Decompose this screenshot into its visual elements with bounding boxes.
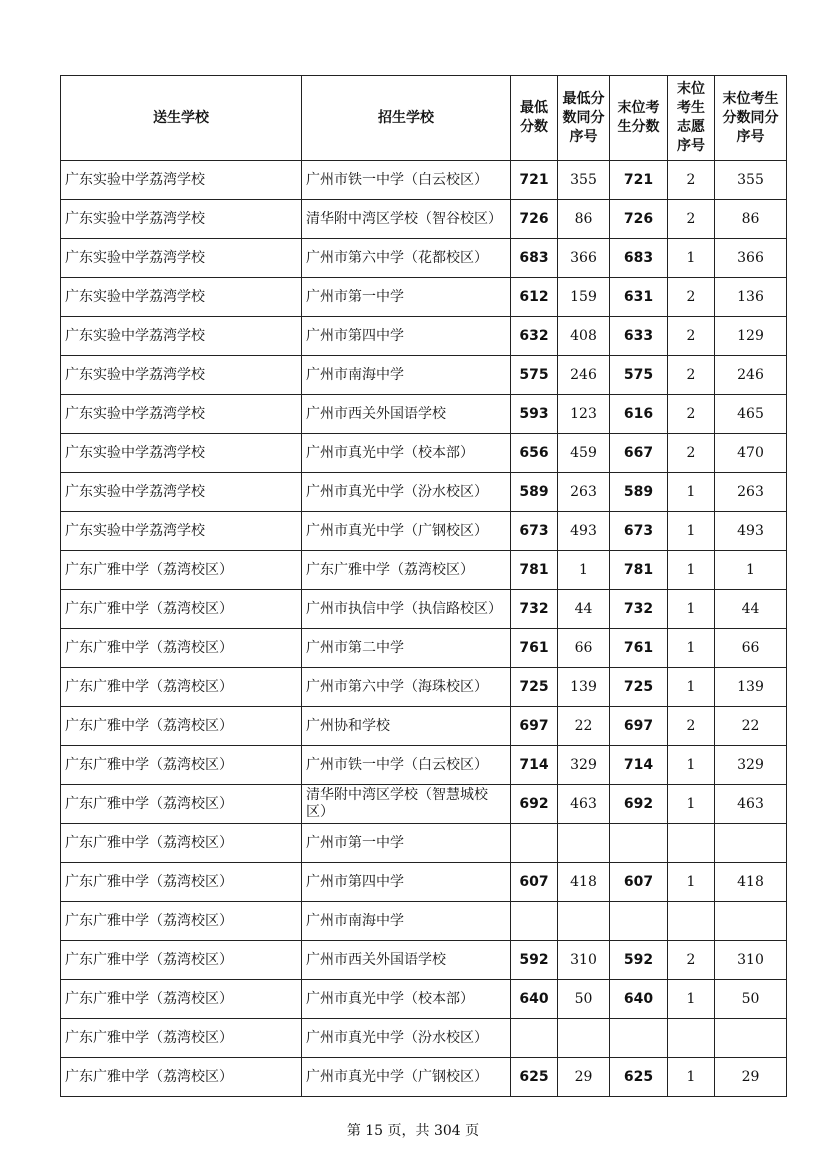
cell-send-school: 广东广雅中学（荔湾校区） <box>61 746 302 785</box>
cell-min-rank: 263 <box>558 473 610 512</box>
cell-last-score: 607 <box>610 863 668 902</box>
cell-recruit-school: 广州市真光中学（汾水校区） <box>302 1019 511 1058</box>
header-last-score: 末位考 生分数 <box>610 76 668 161</box>
cell-send-school: 广东实验中学荔湾学校 <box>61 317 302 356</box>
table-row <box>61 824 787 863</box>
cell-min-score: 625 <box>511 1058 558 1097</box>
cell-last-score <box>610 824 668 863</box>
cell-min-score: 761 <box>511 629 558 668</box>
cell-min-rank: 493 <box>558 512 610 551</box>
table-row <box>61 941 787 980</box>
cell-min-score: 612 <box>511 278 558 317</box>
cell-send-school: 广东实验中学荔湾学校 <box>61 239 302 278</box>
cell-last-score: 721 <box>610 161 668 200</box>
cell-recruit-school: 广州市第六中学（海珠校区） <box>302 668 511 707</box>
cell-recruit-school: 广州市真光中学（广钢校区） <box>302 1058 511 1097</box>
cell-send-school: 广东广雅中学（荔湾校区） <box>61 1019 302 1058</box>
table-row <box>61 356 787 395</box>
cell-min-rank <box>558 1019 610 1058</box>
cell-recruit-school: 广州市南海中学 <box>302 902 511 941</box>
header-recruit-school: 招生学校 <box>302 76 511 161</box>
header-min-score: 最低 分数 <box>511 76 558 161</box>
cell-last-choice: 1 <box>668 863 715 902</box>
cell-last-rank: 29 <box>715 1058 787 1097</box>
cell-min-rank: 1 <box>558 551 610 590</box>
admission-table <box>60 75 787 1097</box>
cell-send-school: 广东实验中学荔湾学校 <box>61 512 302 551</box>
cell-last-score: 616 <box>610 395 668 434</box>
cell-send-school: 广东实验中学荔湾学校 <box>61 278 302 317</box>
cell-last-choice: 2 <box>668 317 715 356</box>
cell-last-score: 667 <box>610 434 668 473</box>
cell-last-rank: 22 <box>715 707 787 746</box>
cell-last-score: 781 <box>610 551 668 590</box>
cell-min-score: 732 <box>511 590 558 629</box>
cell-min-rank: 408 <box>558 317 610 356</box>
cell-last-rank: 139 <box>715 668 787 707</box>
cell-recruit-school: 广州市铁一中学（白云校区） <box>302 161 511 200</box>
cell-last-rank: 136 <box>715 278 787 317</box>
cell-min-score: 781 <box>511 551 558 590</box>
table-row <box>61 317 787 356</box>
cell-min-rank: 463 <box>558 785 610 824</box>
cell-last-choice: 1 <box>668 239 715 278</box>
cell-recruit-school: 广东广雅中学（荔湾校区） <box>302 551 511 590</box>
cell-recruit-school: 广州市真光中学（汾水校区） <box>302 473 511 512</box>
cell-min-score: 589 <box>511 473 558 512</box>
header-last-rank: 末位考生 分数同分 序号 <box>715 76 787 161</box>
cell-last-choice: 1 <box>668 668 715 707</box>
cell-min-score: 592 <box>511 941 558 980</box>
table-row <box>61 395 787 434</box>
cell-last-choice: 2 <box>668 941 715 980</box>
cell-last-rank: 463 <box>715 785 787 824</box>
cell-min-rank: 66 <box>558 629 610 668</box>
cell-last-choice: 2 <box>668 200 715 239</box>
cell-last-rank: 470 <box>715 434 787 473</box>
cell-recruit-school: 广州市第四中学 <box>302 317 511 356</box>
cell-min-rank <box>558 902 610 941</box>
cell-min-score: 593 <box>511 395 558 434</box>
cell-send-school: 广东实验中学荔湾学校 <box>61 161 302 200</box>
cell-min-score: 673 <box>511 512 558 551</box>
cell-last-rank: 1 <box>715 551 787 590</box>
cell-last-rank: 493 <box>715 512 787 551</box>
cell-last-choice: 2 <box>668 278 715 317</box>
cell-last-choice: 2 <box>668 707 715 746</box>
cell-send-school: 广东广雅中学（荔湾校区） <box>61 629 302 668</box>
cell-last-rank: 355 <box>715 161 787 200</box>
cell-last-choice: 2 <box>668 356 715 395</box>
cell-min-rank: 29 <box>558 1058 610 1097</box>
cell-last-score <box>610 902 668 941</box>
cell-min-score: 714 <box>511 746 558 785</box>
cell-recruit-school: 广州市西关外国语学校 <box>302 941 511 980</box>
cell-last-score: 697 <box>610 707 668 746</box>
cell-last-choice: 2 <box>668 395 715 434</box>
cell-last-score: 631 <box>610 278 668 317</box>
cell-send-school: 广东实验中学荔湾学校 <box>61 200 302 239</box>
cell-min-rank <box>558 824 610 863</box>
cell-recruit-school: 清华附中湾区学校（智谷校区） <box>302 200 511 239</box>
cell-last-choice: 1 <box>668 980 715 1019</box>
cell-last-score: 725 <box>610 668 668 707</box>
cell-recruit-school: 广州市第二中学 <box>302 629 511 668</box>
cell-last-choice: 1 <box>668 746 715 785</box>
cell-last-score: 732 <box>610 590 668 629</box>
table-body <box>61 161 787 1097</box>
cell-send-school: 广东广雅中学（荔湾校区） <box>61 902 302 941</box>
cell-send-school: 广东广雅中学（荔湾校区） <box>61 668 302 707</box>
table-row <box>61 1019 787 1058</box>
cell-last-rank: 329 <box>715 746 787 785</box>
cell-last-score: 692 <box>610 785 668 824</box>
cell-min-rank: 355 <box>558 161 610 200</box>
cell-last-score: 625 <box>610 1058 668 1097</box>
table-row <box>61 707 787 746</box>
cell-min-rank: 418 <box>558 863 610 902</box>
cell-last-score: 592 <box>610 941 668 980</box>
cell-min-rank: 50 <box>558 980 610 1019</box>
cell-send-school: 广东广雅中学（荔湾校区） <box>61 785 302 824</box>
table-row <box>61 434 787 473</box>
table-row <box>61 200 787 239</box>
cell-last-choice: 1 <box>668 590 715 629</box>
cell-last-rank: 129 <box>715 317 787 356</box>
cell-min-rank: 366 <box>558 239 610 278</box>
table-row <box>61 551 787 590</box>
cell-recruit-school: 广州市第六中学（花都校区） <box>302 239 511 278</box>
cell-send-school: 广东广雅中学（荔湾校区） <box>61 590 302 629</box>
cell-min-score <box>511 902 558 941</box>
cell-last-choice: 1 <box>668 1058 715 1097</box>
cell-send-school: 广东实验中学荔湾学校 <box>61 395 302 434</box>
cell-recruit-school: 广州市铁一中学（白云校区） <box>302 746 511 785</box>
cell-send-school: 广东广雅中学（荔湾校区） <box>61 707 302 746</box>
table-row <box>61 1058 787 1097</box>
cell-last-rank: 310 <box>715 941 787 980</box>
cell-min-rank: 139 <box>558 668 610 707</box>
cell-recruit-school: 广州市第一中学 <box>302 824 511 863</box>
cell-last-choice <box>668 1019 715 1058</box>
cell-send-school: 广东广雅中学（荔湾校区） <box>61 980 302 1019</box>
table-row <box>61 980 787 1019</box>
cell-last-rank <box>715 824 787 863</box>
table-row <box>61 473 787 512</box>
header-send-school: 送生学校 <box>61 76 302 161</box>
table-row <box>61 161 787 200</box>
cell-send-school: 广东广雅中学（荔湾校区） <box>61 551 302 590</box>
table-row <box>61 863 787 902</box>
table-row <box>61 785 787 824</box>
cell-last-rank: 465 <box>715 395 787 434</box>
cell-recruit-school: 广州市第一中学 <box>302 278 511 317</box>
cell-min-rank: 44 <box>558 590 610 629</box>
table-row <box>61 629 787 668</box>
table-row <box>61 512 787 551</box>
cell-last-choice: 1 <box>668 551 715 590</box>
cell-recruit-school: 广州市第四中学 <box>302 863 511 902</box>
cell-last-choice: 2 <box>668 434 715 473</box>
cell-last-choice <box>668 824 715 863</box>
cell-last-score: 726 <box>610 200 668 239</box>
cell-send-school: 广东广雅中学（荔湾校区） <box>61 824 302 863</box>
cell-min-rank: 459 <box>558 434 610 473</box>
cell-min-score: 721 <box>511 161 558 200</box>
cell-last-score: 589 <box>610 473 668 512</box>
cell-min-score: 575 <box>511 356 558 395</box>
cell-last-choice: 1 <box>668 512 715 551</box>
cell-recruit-school: 广州市南海中学 <box>302 356 511 395</box>
cell-recruit-school: 广州市真光中学（校本部） <box>302 980 511 1019</box>
table-row <box>61 239 787 278</box>
table-row <box>61 668 787 707</box>
cell-last-rank: 50 <box>715 980 787 1019</box>
cell-last-score: 633 <box>610 317 668 356</box>
cell-min-rank: 86 <box>558 200 610 239</box>
cell-min-score <box>511 824 558 863</box>
cell-last-choice: 2 <box>668 161 715 200</box>
cell-min-score: 640 <box>511 980 558 1019</box>
cell-recruit-school: 广州市西关外国语学校 <box>302 395 511 434</box>
cell-recruit-school: 广州协和学校 <box>302 707 511 746</box>
cell-min-score: 656 <box>511 434 558 473</box>
cell-last-rank: 366 <box>715 239 787 278</box>
cell-send-school: 广东实验中学荔湾学校 <box>61 473 302 512</box>
cell-last-choice: 1 <box>668 473 715 512</box>
cell-last-score: 761 <box>610 629 668 668</box>
cell-last-score: 673 <box>610 512 668 551</box>
cell-min-rank: 246 <box>558 356 610 395</box>
cell-last-score: 640 <box>610 980 668 1019</box>
cell-send-school: 广东实验中学荔湾学校 <box>61 434 302 473</box>
cell-min-rank: 159 <box>558 278 610 317</box>
page-footer: 第 15 页，共 304 页 <box>346 1123 480 1139</box>
cell-last-score: 683 <box>610 239 668 278</box>
cell-min-rank: 22 <box>558 707 610 746</box>
cell-recruit-school: 广州市真光中学（校本部） <box>302 434 511 473</box>
header-row <box>61 76 787 161</box>
table-row <box>61 902 787 941</box>
header-min-rank: 最低分 数同分 序号 <box>558 76 610 161</box>
cell-min-score: 726 <box>511 200 558 239</box>
cell-recruit-school: 广州市真光中学（广钢校区） <box>302 512 511 551</box>
cell-last-score: 714 <box>610 746 668 785</box>
cell-min-score: 692 <box>511 785 558 824</box>
table-row <box>61 746 787 785</box>
table-row <box>61 278 787 317</box>
cell-last-choice <box>668 902 715 941</box>
cell-recruit-school: 清华附中湾区学校（智慧城校区） <box>302 785 511 824</box>
cell-last-rank: 66 <box>715 629 787 668</box>
cell-last-score <box>610 1019 668 1058</box>
cell-last-rank: 246 <box>715 356 787 395</box>
cell-last-rank <box>715 902 787 941</box>
cell-last-rank: 86 <box>715 200 787 239</box>
cell-min-score: 725 <box>511 668 558 707</box>
cell-min-score: 683 <box>511 239 558 278</box>
cell-last-choice: 1 <box>668 629 715 668</box>
cell-min-score: 697 <box>511 707 558 746</box>
cell-last-score: 575 <box>610 356 668 395</box>
cell-last-choice: 1 <box>668 785 715 824</box>
cell-last-rank: 44 <box>715 590 787 629</box>
cell-min-score: 632 <box>511 317 558 356</box>
cell-last-rank <box>715 1019 787 1058</box>
cell-min-rank: 123 <box>558 395 610 434</box>
header-last-choice: 末位 考生 志愿 序号 <box>668 76 715 161</box>
cell-send-school: 广东实验中学荔湾学校 <box>61 356 302 395</box>
cell-last-rank: 263 <box>715 473 787 512</box>
cell-min-rank: 310 <box>558 941 610 980</box>
cell-recruit-school: 广州市执信中学（执信路校区） <box>302 590 511 629</box>
cell-send-school: 广东广雅中学（荔湾校区） <box>61 941 302 980</box>
cell-last-rank: 418 <box>715 863 787 902</box>
cell-send-school: 广东广雅中学（荔湾校区） <box>61 863 302 902</box>
cell-min-rank: 329 <box>558 746 610 785</box>
cell-send-school: 广东广雅中学（荔湾校区） <box>61 1058 302 1097</box>
cell-min-score: 607 <box>511 863 558 902</box>
cell-min-score <box>511 1019 558 1058</box>
table-row <box>61 590 787 629</box>
